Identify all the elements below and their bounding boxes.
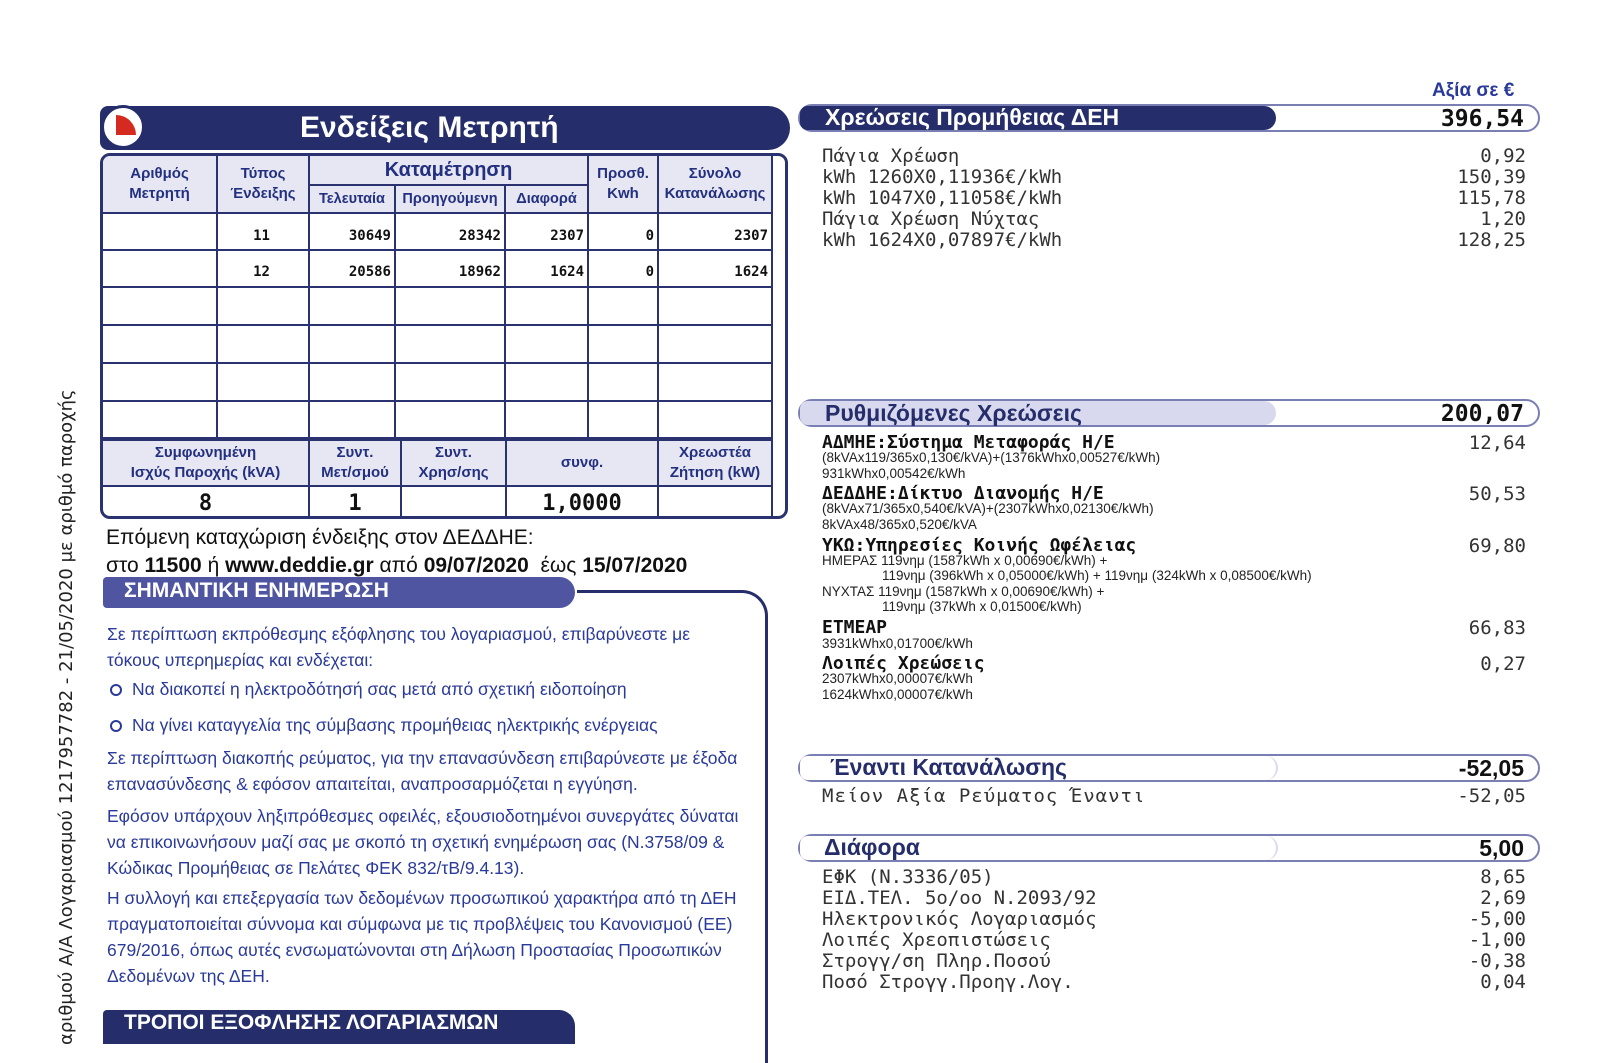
misc-charges-bar	[798, 834, 1540, 862]
value-cos: 1,0000	[506, 486, 658, 519]
header-coef-meter	[309, 440, 401, 486]
regulated-charges-title: Ρυθμιζόμενες Χρεώσεις	[825, 400, 1082, 426]
header-cos: συνφ.	[506, 440, 658, 486]
important-bullet-1-text: Να διακοπεί η ηλεκτροδότησή σας μετά από σχετική ειδοποίηση	[132, 679, 627, 699]
meter-table-box	[100, 153, 788, 519]
cell-added: 0	[588, 250, 658, 287]
table-row-empty	[102, 287, 772, 325]
regulated-item-value: 0,27	[1480, 653, 1526, 675]
regulated-item-detail: 119νημ (37kWh x 0,01500€/kWh)	[882, 599, 1082, 614]
regulated-item-detail: ΗΜΕΡΑΣ 119νημ (1587kWh x 0,00690€/kWh) +	[822, 553, 1108, 568]
charge-line-value: 0,04	[1480, 971, 1526, 993]
against-consumption-title: Έναντι Κατανάλωσης	[830, 754, 1067, 780]
cell-last: 20586	[309, 250, 395, 287]
charge-line-value: -1,00	[1468, 929, 1526, 951]
cell-last: 30649	[309, 213, 395, 250]
value-currency-label: Αξία σε €	[1432, 80, 1515, 101]
charge-line-label: Μείον Αξία Ρεύματος Έναντι	[822, 785, 1146, 807]
charge-line-value: -5,00	[1468, 908, 1526, 930]
account-side-text: αριθμού Α/Α Λογαριασμού 1217957782 - 21/05/2020 με αριθμό παροχής	[56, 389, 77, 1045]
regulated-item-detail: (8kVAx119/365x0,130€/kVA)+(1376kWhx0,00527€/kWh)	[822, 450, 1161, 465]
regulated-item-value: 12,64	[1468, 432, 1526, 454]
important-paragraph-1: Σε περίπτωση εκπρόθεσμης εξόφλησης του λογαριασμού, επιβαρύνεστε με τόκους υπερημερίας και ενδέχεται:	[107, 624, 691, 670]
next-reading-date-to: 15/07/2020	[582, 554, 688, 577]
regulated-item-detail: 931kWhx0,00542€/kWh	[822, 466, 966, 481]
important-paragraph-2: Σε περίπτωση διακοπής ρεύματος, για την επανασύνδεση επιβαρύνεστε με έξοδα επανασύνδεσης & εφόσον απαιτείται, αναπροσαρμόζεται η εγγύηση.	[107, 748, 738, 794]
header-meter-no-line1: Αριθμός	[130, 165, 189, 182]
header-reading: Καταμέτρηση	[309, 155, 588, 185]
next-reading-phone: 11500	[144, 554, 202, 577]
next-reading-or: ή	[207, 554, 220, 577]
important-bullet-2	[110, 715, 658, 736]
charge-line-value: 0,92	[1480, 145, 1526, 167]
important-bullet-1	[110, 679, 627, 700]
cell-previous: 18962	[395, 250, 505, 287]
charge-line-value: 150,39	[1457, 166, 1526, 188]
supply-charges-bar	[798, 104, 1540, 132]
regulated-item-detail: 3931kWhx0,01700€/kWh	[822, 636, 973, 651]
table-row	[102, 250, 772, 287]
header-demand-line1: Χρεωστέα	[678, 444, 752, 461]
regulated-item-detail: 2307kWhx0,00007€/kWh	[822, 671, 973, 686]
charge-line-value: 1,20	[1480, 208, 1526, 230]
next-reading-date-from: 09/07/2020	[423, 554, 529, 577]
misc-charges-total: 5,00	[1479, 835, 1524, 861]
charge-line	[822, 230, 1526, 251]
charge-line-value: 115,78	[1457, 187, 1526, 209]
header-coef-meter-line1: Συντ.	[336, 444, 374, 461]
charge-line	[822, 867, 1526, 888]
value-demand	[658, 486, 772, 519]
regulated-item-value: 66,83	[1468, 617, 1526, 639]
against-consumption-total: -52,05	[1458, 755, 1524, 781]
header-meter-no-line2: Μετρητή	[129, 185, 190, 202]
regulated-item-label: ΔΕΔΔΗΕ:Δίκτυο Διανομής Η/Ε	[822, 483, 1104, 504]
regulated-item-label: Λοιπές Χρεώσεις	[822, 653, 985, 674]
cell-type: 12	[217, 250, 309, 287]
table-row-empty	[102, 401, 772, 438]
next-reading-prefix: στο	[106, 554, 139, 577]
header-type-line2: Ένδειξης	[230, 185, 296, 202]
value-coef-use	[401, 486, 506, 519]
regulated-item-detail: 1624kWhx0,00007€/kWh	[822, 687, 973, 702]
charge-line-label: Στρογγ/ση Πληρ.Ποσού	[822, 950, 1051, 972]
header-demand-line2: Ζήτηση (kW)	[669, 464, 761, 481]
charge-line-label: Ηλεκτρονικός Λογαριασμός	[822, 908, 1097, 930]
regulated-item-value: 50,53	[1468, 483, 1526, 505]
charge-line-value: 2,69	[1480, 887, 1526, 909]
charge-line-label: Πάγια Χρέωση	[822, 145, 960, 167]
cell-total: 2307	[658, 213, 772, 250]
charge-line	[822, 888, 1526, 909]
header-power-line1: Συμφωνημένη	[154, 444, 257, 461]
important-paragraph-4: Η συλλογή και επεξεργασία των δεδομένων προσωπικού χαρακτήρα από τη ΔΕΗ πραγματοποιείται σύννομα και σύμφωνα με τις προβλέψεις του Κανονισμού (ΕΕ) 679/2016, όπως αυτές ενσωματώνονται στη Δήλωση Προστασίας Προσωπικών Δεδομένων της ΔΕΗ.	[107, 888, 737, 986]
regulated-item-detail: (8kVAx71/365x0,540€/kVA)+(2307kWhx0,02130€/kWh)	[822, 501, 1154, 516]
supply-charges-title: Χρεώσεις Προμήθειας ΔΕΗ	[825, 104, 1120, 130]
meter-readings-table	[101, 154, 773, 439]
important-paragraph-3: Εφόσον υπάρχουν ληξιπρόθεσμες οφειλές, εξουσιοδοτημένοι συνεργάτες δύναται να επικοινωνήσουν μαζί σας με σκοπό τη σχετική ενημέρωση σας (Ν.3758/09 & Κώδικας Προμήθειας σε Πελάτες ΦΕΚ 832/τΒ/9.4.13).	[107, 806, 739, 878]
regulated-charges-total: 200,07	[1440, 401, 1524, 427]
payment-methods-title: ΤΡΟΠΟΙ ΕΞΟΦΛΗΣΗΣ ΛΟΓΑΡΙΑΣΜΩΝ	[124, 1011, 499, 1034]
regulated-item-label: ΕΤΜΕΑΡ	[822, 617, 888, 638]
charge-line	[822, 930, 1526, 951]
header-total-line1: Σύνολο	[688, 165, 742, 182]
header-demand	[658, 440, 772, 486]
table-row-empty	[102, 363, 772, 401]
cell-previous: 28342	[395, 213, 505, 250]
header-coef-use-line1: Συντ.	[435, 444, 472, 461]
cell-total: 1624	[658, 250, 772, 287]
header-coef-meter-line2: Μετ/σμού	[321, 464, 389, 481]
table-row-empty	[102, 325, 772, 363]
next-reading-from: από	[379, 554, 418, 577]
important-title: ΣΗΜΑΝΤΙΚΗ ΕΝΗΜΕΡΩΣΗ	[124, 579, 389, 602]
header-total	[658, 155, 772, 213]
bullet-circle-icon	[110, 720, 122, 732]
charge-line-value: 8,65	[1480, 866, 1526, 888]
charge-line-value: -0,38	[1468, 950, 1526, 972]
value-coef-meter: 1	[309, 486, 401, 519]
next-reading-site[interactable]: www.deddie.gr	[225, 554, 374, 577]
meter-title: Ενδείξεις Μετρητή	[300, 111, 559, 144]
header-added-line2: Kwh	[607, 185, 639, 202]
supply-charges-total: 396,54	[1440, 106, 1524, 132]
regulated-item-detail: 8kVAx48/365x0,520€/kVA	[822, 517, 977, 532]
header-power-line2: Ισχύς Παροχής (kVA)	[130, 464, 281, 481]
regulated-item-detail: ΝΥΧΤΑΣ 119νημ (1587kWh x 0,00690€/kWh) +	[822, 584, 1105, 599]
header-diff: Διαφορά	[505, 185, 588, 213]
charge-line-label: ΕΦΚ (Ν.3336/05)	[822, 866, 994, 888]
charge-line	[822, 951, 1526, 972]
charge-line	[822, 188, 1526, 209]
meter-bottom-table	[101, 439, 773, 519]
charge-line-value: -52,05	[1457, 785, 1526, 807]
charge-line-label: kWh 1624X0,07897€/kWh	[822, 229, 1063, 251]
cell-diff: 1624	[505, 250, 588, 287]
charge-line	[822, 209, 1526, 230]
regulated-item-value: 69,80	[1468, 535, 1526, 557]
charge-line-label: ΕΙΔ.ΤΕΛ. 5ο/οο Ν.2093/92	[822, 887, 1097, 909]
cell-meter-no	[102, 250, 217, 287]
cell-added: 0	[588, 213, 658, 250]
charge-line-label: kWh 1260X0,11936€/kWh	[822, 166, 1063, 188]
header-total-line2: Κατανάλωσης	[664, 185, 766, 202]
regulated-item-detail: 119νημ (396kWh x 0,05000€/kWh) + 119νημ (324kWh x 0,08500€/kWh)	[882, 568, 1312, 583]
header-coef-use-line2: Χρησ/σης	[418, 464, 489, 481]
header-previous: Προηγούμενη	[395, 185, 505, 213]
header-meter-no	[102, 155, 217, 213]
cell-diff: 2307	[505, 213, 588, 250]
charge-line-value: 128,25	[1457, 229, 1526, 251]
header-type-line1: Τύπος	[240, 165, 286, 182]
next-reading-line2	[106, 554, 687, 578]
header-last: Τελευταία	[309, 185, 395, 213]
regulated-item-label: ΥΚΩ:Υπηρεσίες Κοινής Ωφέλειας	[822, 535, 1137, 556]
next-reading-to: έως	[540, 554, 577, 577]
charge-line	[822, 786, 1526, 807]
table-row	[102, 213, 772, 250]
charge-line-label: Λοιπές Χρεοπιστώσεις	[822, 929, 1051, 951]
regulated-charges-bar	[798, 399, 1540, 427]
charge-line-label: kWh 1047X0,11058€/kWh	[822, 187, 1063, 209]
charge-line-label: Πάγια Χρέωση Νύχτας	[822, 208, 1040, 230]
regulated-item	[822, 618, 1526, 638]
important-bullet-2-text: Να γίνει καταγγελία της σύμβασης προμήθειας ηλεκτρικής ενέργειας	[132, 715, 658, 735]
header-added-line1: Προσθ.	[597, 165, 649, 182]
bullet-circle-icon	[110, 684, 122, 696]
regulated-item-label: ΑΔΜΗΕ:Σύστημα Μεταφοράς Η/Ε	[822, 432, 1115, 453]
charge-line	[822, 909, 1526, 930]
header-power	[102, 440, 309, 486]
misc-charges-title: Διάφορα	[824, 834, 920, 860]
header-added	[588, 155, 658, 213]
charge-line-label: Ποσό Στρογγ.Προηγ.Λογ.	[822, 971, 1074, 993]
value-power: 8	[102, 486, 309, 519]
cell-type: 11	[217, 213, 309, 250]
header-type	[217, 155, 309, 213]
header-coef-use	[401, 440, 506, 486]
cell-meter-no	[102, 213, 217, 250]
charge-line	[822, 972, 1526, 993]
charge-line	[822, 146, 1526, 167]
next-reading-line1: Επόμενη καταχώριση ένδειξης στον ΔΕΔΔΗΕ:	[106, 526, 534, 549]
against-consumption-bar	[798, 754, 1540, 782]
charge-line	[822, 167, 1526, 188]
